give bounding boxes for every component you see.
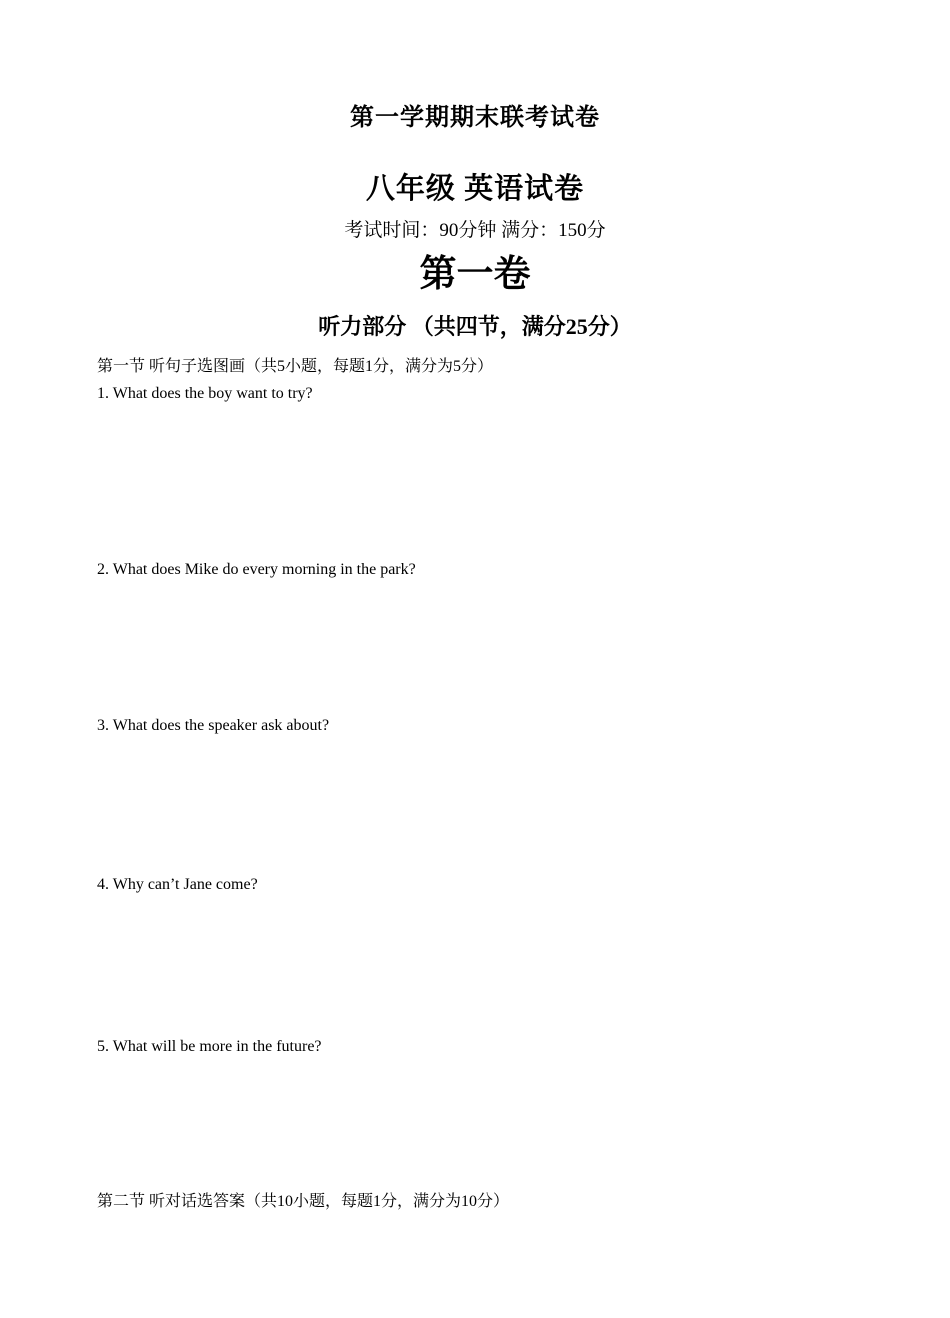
question-4: 4. Why can’t Jane come? (97, 876, 258, 893)
exam-title: 第一学期期末联考试卷 (350, 105, 600, 131)
grade-subject-title: 八年级 英语试卷 (365, 173, 585, 205)
exam-time-and-score: 考试时间：90分钟 满分：150分 (344, 220, 606, 241)
question-3: 3. What does the speaker ask about? (97, 717, 330, 734)
volume-title: 第一卷 (419, 254, 531, 295)
listening-part-title: 听力部分 （共四节，满分25分） (318, 314, 632, 339)
question-1: 1. What does the boy want to try? (97, 385, 313, 402)
question-2: 2. What does Mike do every morning in the park? (97, 561, 416, 578)
section-heading-1: 第一节 听句子选图画（共5小题，每题1分，满分为5分） (97, 358, 494, 375)
question-5: 5. What will be more in the future? (97, 1038, 322, 1055)
section-heading-2: 第二节 听对话选答案（共10小题，每题1分，满分为10分） (97, 1193, 510, 1210)
